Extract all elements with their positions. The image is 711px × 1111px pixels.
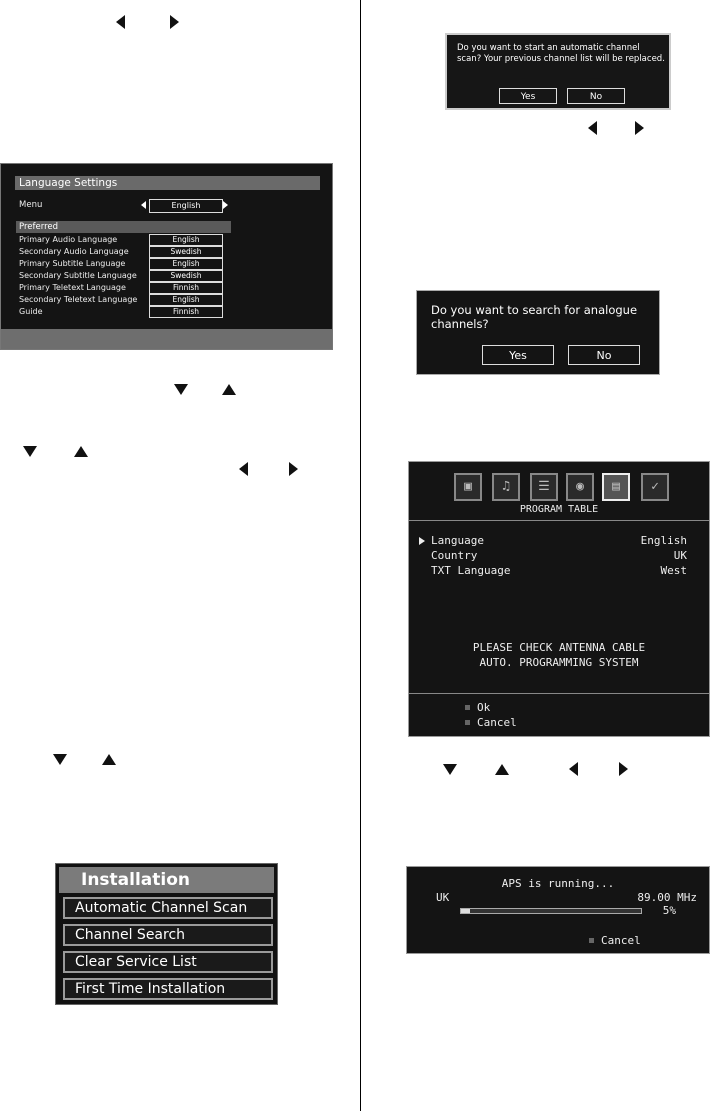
aps-frequency: 89.00 MHz	[637, 891, 697, 904]
down-arrow-icon	[53, 754, 67, 765]
language-row-value[interactable]: English	[149, 234, 223, 246]
sound-icon[interactable]: ♫	[492, 473, 520, 501]
separator	[409, 520, 709, 521]
up-arrow-icon	[74, 446, 88, 457]
language-row-label: Secondary Subtitle Language	[19, 271, 137, 280]
language-settings-screen	[0, 163, 333, 350]
menu-item-clear-service-list[interactable]: Clear Service List	[63, 951, 273, 973]
automatic-scan-dialog	[445, 33, 671, 110]
up-arrow-icon	[222, 384, 236, 395]
bullet-icon	[589, 938, 594, 943]
row-label: TXT Language	[431, 564, 511, 577]
down-arrow-icon	[443, 764, 457, 775]
program-table-title: PROGRAM TABLE	[519, 504, 599, 515]
language-row[interactable]	[19, 234, 229, 246]
preferred-header: Preferred	[16, 221, 231, 233]
column-divider	[360, 0, 361, 1111]
program-table-screen	[408, 461, 710, 737]
dialog-message: Do you want to search for analogue channels?	[431, 303, 638, 331]
right-arrow-icon	[619, 762, 628, 776]
menu-label: Menu	[19, 200, 43, 210]
cancel-label: Cancel	[601, 934, 641, 947]
program-table-icon[interactable]: ▤	[602, 473, 630, 501]
language-row-value[interactable]: Swedish	[149, 270, 223, 282]
language-row[interactable]	[19, 246, 229, 258]
language-row-label: Primary Teletext Language	[19, 283, 126, 292]
row-value[interactable]: UK	[673, 549, 687, 562]
separator	[409, 693, 709, 694]
row-label: Language	[431, 534, 484, 547]
language-row[interactable]	[19, 306, 229, 318]
row-value[interactable]: West	[660, 564, 687, 577]
ok-label: Ok	[477, 701, 491, 714]
antenna-message: PLEASE CHECK ANTENNA CABLE	[472, 641, 646, 654]
aps-running-screen	[406, 866, 710, 954]
setup-icon[interactable]: ◉	[566, 473, 594, 501]
left-arrow-icon	[569, 762, 578, 776]
aps-progress-fill	[461, 909, 470, 913]
left-arrow-icon	[116, 15, 125, 29]
language-row-value[interactable]: English	[149, 258, 223, 270]
menu-language-value[interactable]: English	[149, 199, 223, 213]
aps-progress-label: 5%	[662, 904, 676, 917]
yes-button[interactable]: Yes	[482, 345, 554, 365]
language-row-label: Primary Audio Language	[19, 235, 118, 244]
up-arrow-icon	[495, 764, 509, 775]
right-arrow-icon	[170, 15, 179, 29]
language-row-value[interactable]: Finnish	[149, 306, 223, 318]
left-arrow-icon	[588, 121, 597, 135]
language-row[interactable]	[19, 258, 229, 270]
down-arrow-icon	[174, 384, 188, 395]
right-arrow-icon	[289, 462, 298, 476]
language-row[interactable]	[19, 282, 229, 294]
cancel-option[interactable]	[601, 934, 641, 947]
language-row-label: Secondary Audio Language	[19, 247, 129, 256]
row-label: Country	[431, 549, 478, 562]
cancel-label: Cancel	[477, 716, 517, 729]
aps-title: APS is running...	[501, 877, 615, 890]
bullet-icon	[465, 705, 470, 710]
ok-option[interactable]	[477, 701, 490, 715]
down-arrow-icon	[23, 446, 37, 457]
language-settings-title: Language Settings	[15, 176, 320, 190]
feature-icon[interactable]: ☰	[530, 473, 558, 501]
language-row-label: Primary Subtitle Language	[19, 259, 126, 268]
aps-message: AUTO. PROGRAMMING SYSTEM	[479, 656, 639, 669]
installation-title: Installation	[59, 867, 274, 893]
right-arrow-icon	[635, 121, 644, 135]
language-row-label: Secondary Teletext Language	[19, 295, 138, 304]
yes-button[interactable]: Yes	[499, 88, 557, 104]
menu-item-automatic-channel-scan[interactable]: Automatic Channel Scan	[63, 897, 273, 919]
no-button[interactable]: No	[568, 345, 640, 365]
dialog-message: Do you want to start an automatic channel scan? Your previous channel list will be replaced.	[457, 43, 665, 64]
picture-icon[interactable]: ▣	[454, 473, 482, 501]
cancel-option[interactable]	[477, 716, 517, 730]
bullet-icon	[465, 720, 470, 725]
left-arrow-icon	[239, 462, 248, 476]
aps-country: UK	[436, 891, 450, 904]
no-button[interactable]: No	[567, 88, 625, 104]
analogue-search-dialog	[416, 290, 660, 375]
language-row-value[interactable]: Finnish	[149, 282, 223, 294]
language-row[interactable]	[19, 270, 229, 282]
language-row-value[interactable]: Swedish	[149, 246, 223, 258]
installation-menu	[55, 863, 278, 1005]
up-arrow-icon	[102, 754, 116, 765]
selection-caret-icon	[419, 537, 425, 545]
language-row-label: Guide	[19, 307, 43, 316]
language-row[interactable]	[19, 294, 229, 306]
language-settings-footer	[1, 329, 332, 349]
menu-right-arrow-icon[interactable]	[223, 201, 228, 209]
menu-item-first-time-installation[interactable]: First Time Installation	[63, 978, 273, 1000]
menu-item-channel-search[interactable]: Channel Search	[63, 924, 273, 946]
row-value[interactable]: English	[640, 534, 687, 547]
language-row-value[interactable]: English	[149, 294, 223, 306]
menu-left-arrow-icon[interactable]	[141, 201, 146, 209]
source-icon[interactable]: ✓	[641, 473, 669, 501]
aps-progress-bar	[460, 908, 642, 914]
